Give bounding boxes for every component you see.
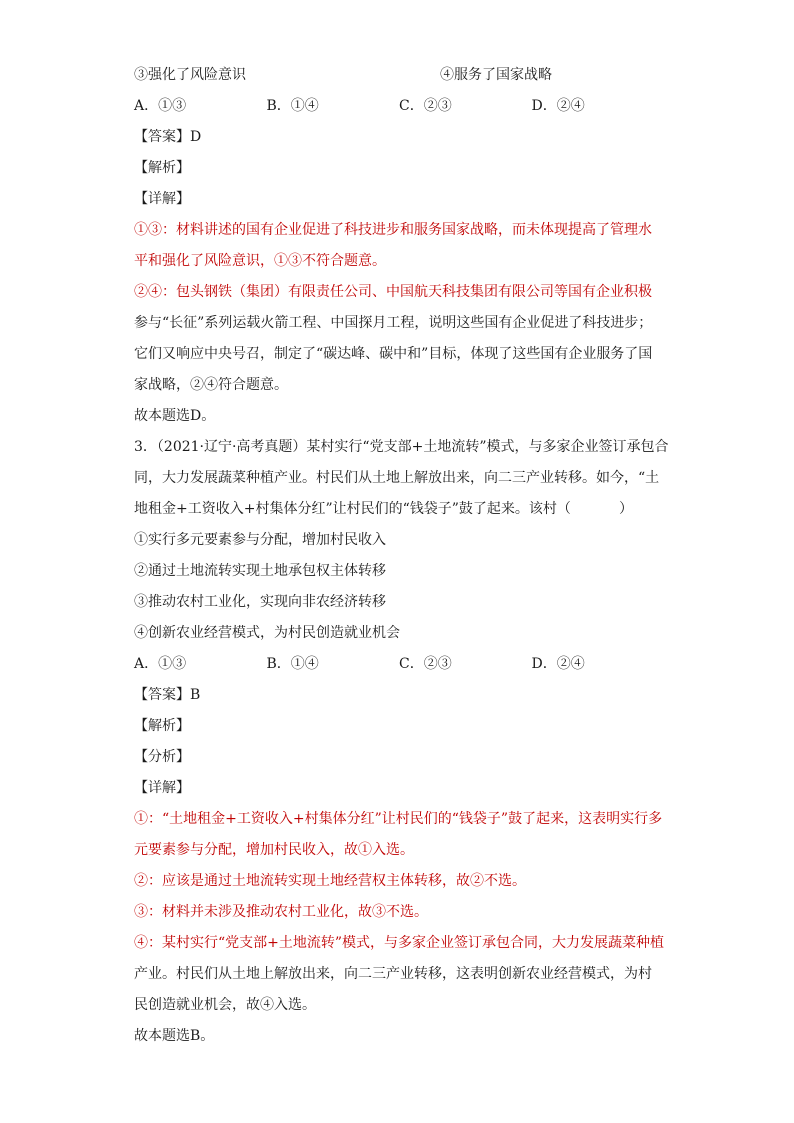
statement-2: ②通过土地流转实现土地承包权主体转移 xyxy=(134,563,386,579)
option-c: C．②③ xyxy=(399,98,452,114)
analysis-label: 【解析】 xyxy=(134,718,190,734)
explanation-line: ①③：材料讲述的国有企业促进了科技进步和服务国家战略，而未体现提高了管理水 xyxy=(134,222,652,238)
statement-3: ③推动农村工业化，实现向非农经济转移 xyxy=(134,594,386,610)
answer-label: 【答案】D xyxy=(134,129,202,145)
option-a: A．①③ xyxy=(134,656,187,672)
option-a: A．①③ xyxy=(134,98,187,114)
statement-4: ④服务了国家战略 xyxy=(440,67,552,83)
statement-3: ③强化了风险意识 xyxy=(134,67,246,83)
explanation-line: ②④：包头钢铁（集团）有限责任公司、中国航天科技集团有限公司等国有企业积极 xyxy=(134,284,652,300)
question-stem-line xyxy=(134,494,664,525)
option-b: B．①④ xyxy=(266,98,319,114)
explanation-line: 平和强化了风险意识，①③不符合题意。 xyxy=(134,253,386,269)
answer-label: 【答案】B xyxy=(134,687,201,703)
statement-row xyxy=(134,60,664,91)
option-b: B．①④ xyxy=(266,656,319,672)
explanation-line: 它们又响应中央号召，制定了“碳达峰、碳中和”目标，体现了这些国有企业服务了国 xyxy=(134,346,653,362)
explanation-line: ④：某村实行“党支部+土地流转”模式，与多家企业签订承包合同，大力发展蔬菜种植 xyxy=(134,935,665,951)
answer-options xyxy=(134,649,664,680)
explanation-line: ③：材料并未涉及推动农村工业化，故③不选。 xyxy=(134,904,428,920)
explanation-line: 参与“长征”系列运载火箭工程、中国探月工程，说明这些国有企业促进了科技进步； xyxy=(134,315,653,331)
explanation-line: ①：“土地租金+工资收入+村集体分红”让村民们的“钱袋子”鼓了起来，这表明实行多 xyxy=(134,811,663,827)
explanation-line: 家战略，②④符合题意。 xyxy=(134,377,288,393)
option-d: D．②④ xyxy=(531,656,585,672)
explanation-line: 产业。村民们从土地上解放出来，向二三产业转移，这表明创新农业经营模式，为村 xyxy=(134,966,652,982)
document-page xyxy=(134,60,669,1052)
option-c: C．②③ xyxy=(399,656,452,672)
question-stem-line: 3．（2021·辽宁·高考真题）某村实行“党支部+土地流转”模式，与多家企业签订承包合 xyxy=(134,439,669,455)
conclusion-line: 故本题选B。 xyxy=(134,1028,215,1044)
question-stem-line: 同，大力发展蔬菜种植产业。村民们从土地上解放出来，向二三产业转移。如今，“土 xyxy=(134,470,660,486)
detail-label: 【详解】 xyxy=(134,191,190,207)
statement-4: ④创新农业经营模式，为村民创造就业机会 xyxy=(134,625,400,641)
fenxi-label: 【分析】 xyxy=(134,749,190,765)
explanation-line: 民创造就业机会，故④入选。 xyxy=(134,997,316,1013)
option-d: D．②④ xyxy=(531,98,585,114)
conclusion-line: 故本题选D。 xyxy=(134,408,216,424)
analysis-label: 【解析】 xyxy=(134,160,190,176)
explanation-line: ②：应该是通过土地流转实现土地经营权主体转移，故②不选。 xyxy=(134,873,526,889)
explanation-line: 元要素参与分配，增加村民收入，故①入选。 xyxy=(134,842,414,858)
statement-1: ①实行多元要素参与分配，增加村民收入 xyxy=(134,532,386,548)
question-stem-close: ） xyxy=(618,501,633,517)
detail-label: 【详解】 xyxy=(134,780,190,796)
question-stem-text: 地租金+工资收入+村集体分红”让村民们的“钱袋子”鼓了起来。该村（ xyxy=(134,501,571,517)
answer-options xyxy=(134,91,664,122)
